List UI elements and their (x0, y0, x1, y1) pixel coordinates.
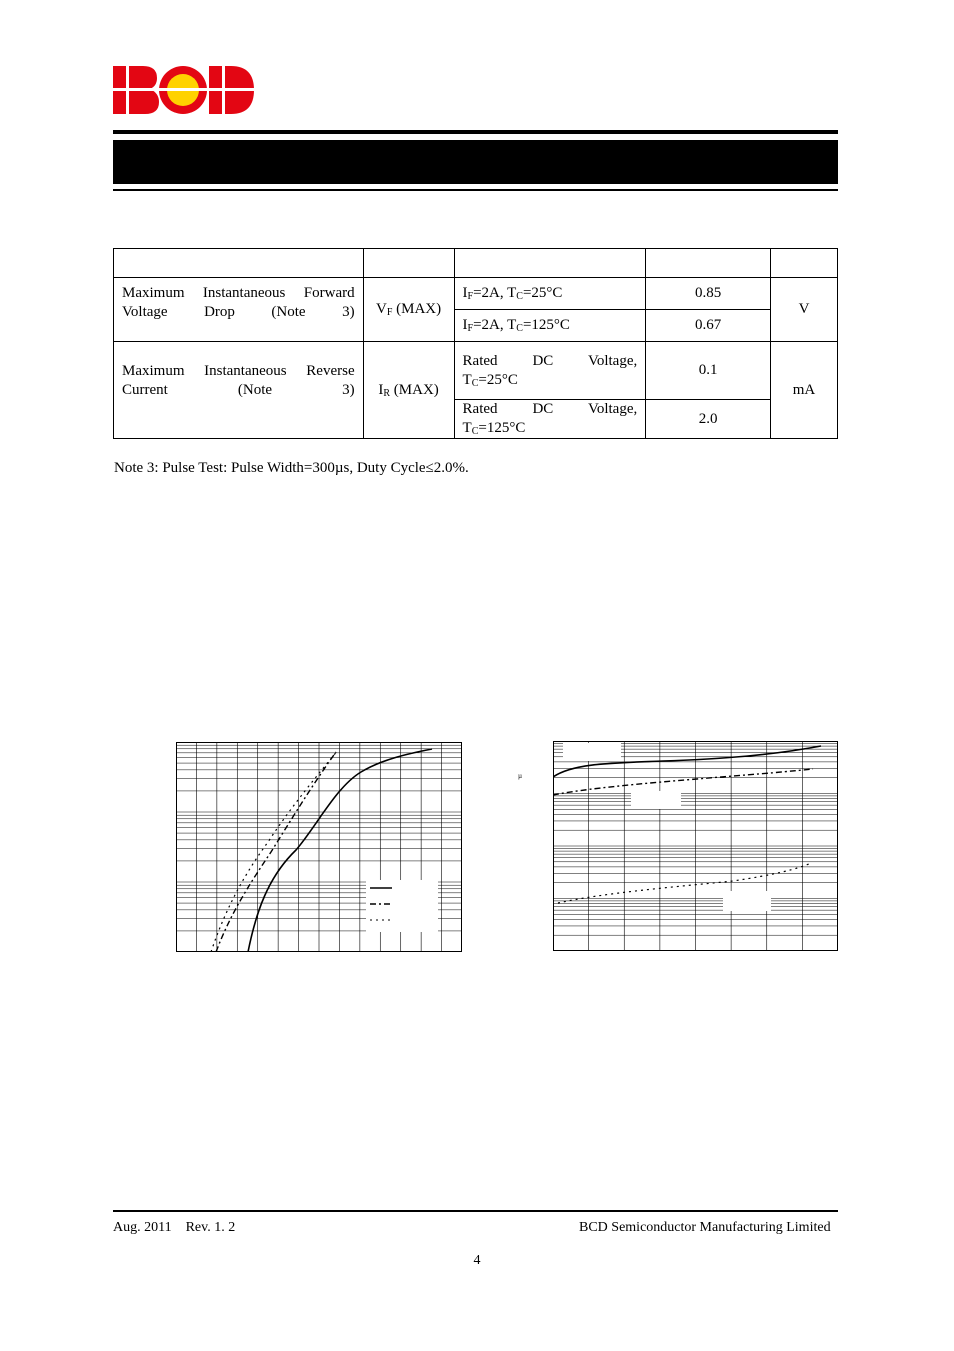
page-number: 4 (473, 1253, 481, 1268)
unit-cell (771, 342, 838, 439)
parameter-cell (114, 342, 364, 439)
symbol-sub: F (386, 307, 393, 318)
cond-text: =25°C (478, 371, 518, 388)
value-cell (646, 278, 771, 310)
cond-line: Rated DC Voltage, (462, 401, 638, 417)
cond-sub: F (467, 323, 474, 334)
axis-unit-symbol: µ (518, 772, 523, 780)
footer-date: Aug. 2011 (113, 1220, 172, 1235)
footer-company: BCD Semiconductor Manufacturing Limited (579, 1220, 831, 1235)
cond-sub: C (516, 323, 523, 334)
forward-characteristics-chart (176, 742, 462, 952)
header-rule-top (113, 130, 838, 134)
footer-date-rev (113, 1220, 235, 1236)
footer-rule (113, 1210, 838, 1212)
symbol-text: I (378, 381, 384, 398)
value-cell (646, 342, 771, 400)
bcd-logo (113, 64, 255, 116)
unit-text: V (798, 301, 810, 317)
label-box (563, 743, 621, 761)
header-cell (771, 249, 838, 278)
table-row (114, 278, 838, 310)
value-text: 0.67 (695, 317, 722, 333)
header-cell (646, 249, 771, 278)
symbol-cell (363, 342, 454, 439)
table-header-row (114, 249, 838, 278)
cond-text: =2A, T (473, 285, 517, 301)
cond-text: T (462, 420, 472, 436)
header-cell (363, 249, 454, 278)
cond-sub: F (467, 291, 474, 302)
label-box (631, 791, 681, 809)
symbol-text: V (375, 301, 387, 317)
symbol-sub: R (383, 387, 391, 399)
parameter-cell (114, 278, 364, 342)
symbol-cell (363, 278, 454, 342)
condition-cell (454, 342, 646, 400)
header-cell (114, 249, 364, 278)
electrical-characteristics-table (113, 248, 838, 439)
reverse-characteristics-chart (553, 741, 838, 951)
note-3: Note 3: Pulse Test: Pulse Width=300µs, Duty Cycle≤2.0%. (114, 460, 469, 476)
parameter-text: Maximum Instantaneous Reverse Current (Note 3) (122, 363, 355, 398)
unit-cell (771, 278, 838, 342)
condition-cell (454, 400, 646, 439)
cond-sub: C (471, 377, 479, 389)
cond-text: =125°C (478, 420, 526, 436)
cond-text: T (462, 371, 472, 388)
cond-line (463, 419, 638, 438)
value-text: 0.85 (695, 285, 722, 301)
footer-rev: Rev. 1. 2 (185, 1220, 236, 1235)
table-row (114, 342, 838, 400)
parameter-text: Maximum Instantaneous Forward Voltage Drop (Note 3) (122, 285, 355, 320)
cond-text: =25°C (522, 285, 563, 301)
condition-cell (454, 310, 646, 342)
condition-cell (454, 278, 646, 310)
cond-sub: C (471, 426, 479, 437)
unit-text: mA (792, 381, 816, 398)
symbol-suffix: (MAX) (392, 301, 442, 317)
cond-sub: C (516, 291, 523, 302)
value-text: 0.1 (698, 362, 718, 378)
value-cell (646, 310, 771, 342)
header-cell (454, 249, 646, 278)
symbol-suffix: (MAX) (390, 381, 439, 398)
value-text: 2.0 (698, 410, 718, 427)
cond-text: =2A, T (473, 317, 517, 333)
title-bar (113, 140, 838, 184)
cond-text: I (462, 317, 468, 333)
value-cell (646, 400, 771, 439)
label-box (723, 891, 771, 911)
header-rule-bottom (113, 189, 838, 191)
cond-text: =125°C (522, 317, 570, 333)
cond-text: I (462, 285, 468, 301)
cond-line: Rated DC Voltage, (462, 352, 638, 369)
cond-line (463, 371, 638, 390)
